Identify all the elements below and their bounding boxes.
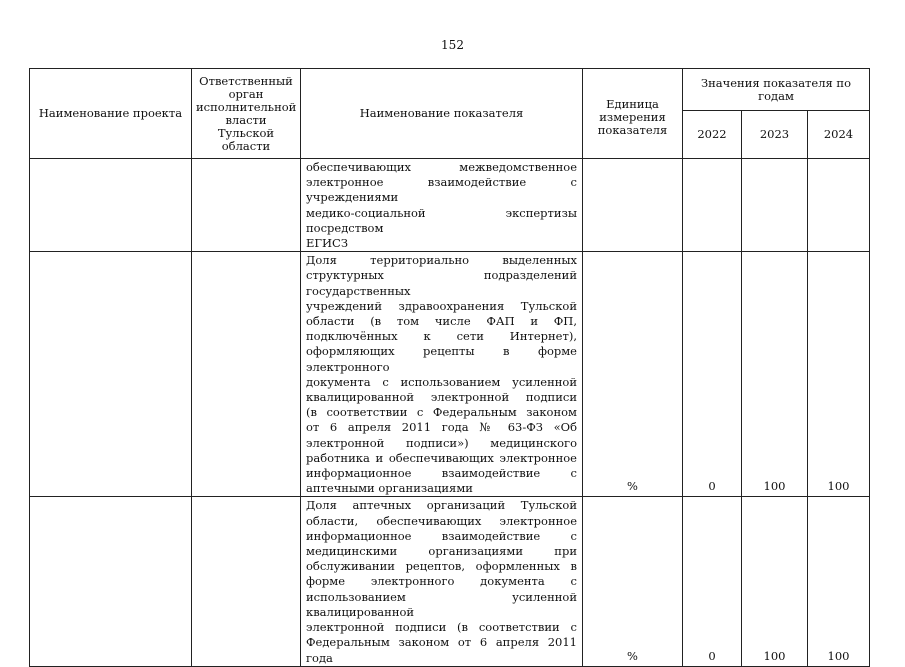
cell-indicator xyxy=(301,159,583,252)
cell-unit: % xyxy=(583,252,683,497)
cell-value-2023: 100 xyxy=(742,252,808,497)
cell-project xyxy=(30,159,192,252)
indicator-line: информационное взаимодействие с xyxy=(306,466,577,481)
indicator-line: работника и обеспечивающих электронное xyxy=(306,450,577,465)
indicator-line: подключённых к сети Интернет), xyxy=(306,329,577,344)
indicator-line: ЕГИСЗ xyxy=(306,236,349,251)
table-row xyxy=(30,252,870,497)
cell-responsible xyxy=(192,497,301,666)
cell-value-2023: 100 xyxy=(742,497,808,666)
header-values-by-year: Значения показателя по годам xyxy=(683,69,870,111)
indicator-line: от 6 апреля 2011 года № 63-ФЗ «Об xyxy=(306,420,577,435)
header-indicator-name: Наименование показателя xyxy=(301,69,583,159)
header-project-name: Наименование проекта xyxy=(30,69,192,159)
cell-value-2022: 0 xyxy=(683,497,742,666)
indicator-line: медико-социальной экспертизы посредством xyxy=(306,205,577,235)
header-unit: Единица измерения показателя xyxy=(583,69,683,159)
page-number: 152 xyxy=(441,38,464,52)
indicator-line: документа с использованием усиленной xyxy=(306,374,577,389)
indicator-line: информационное взаимодействие с xyxy=(306,528,577,543)
indicator-line: форме электронного документа с xyxy=(306,574,577,589)
indicator-line: Федеральным законом от 6 апреля 2011 года xyxy=(306,635,577,665)
cell-project xyxy=(30,252,192,497)
cell-responsible xyxy=(192,252,301,497)
cell-value-2024: 100 xyxy=(808,497,870,666)
cell-unit xyxy=(583,159,683,252)
indicator-line: обслуживании рецептов, оформленных в xyxy=(306,559,577,574)
cell-indicator xyxy=(301,252,583,497)
cell-responsible xyxy=(192,159,301,252)
table-row xyxy=(30,159,870,252)
cell-value-2023 xyxy=(742,159,808,252)
indicator-line: области (в том числе ФАП и ФП, xyxy=(306,314,577,329)
header-year-2024: 2024 xyxy=(808,111,870,159)
indicator-line: электронной подписи (в соответствии с xyxy=(306,620,577,635)
header-year-2023: 2023 xyxy=(742,111,808,159)
indicator-line: структурных подразделений государственных xyxy=(306,268,577,298)
cell-project xyxy=(30,497,192,666)
indicator-line: учреждений здравоохранения Тульской xyxy=(306,298,577,313)
header-responsible: Ответственный орган исполнительной власти Тульской области xyxy=(192,69,301,159)
indicator-line: Доля аптечных организаций Тульской xyxy=(306,498,577,513)
cell-value-2024: 100 xyxy=(808,252,870,497)
indicator-line: медицинскими организациями при xyxy=(306,544,577,559)
indicator-line: использованием усиленной квалицированной xyxy=(306,589,577,619)
indicator-line: квалицированной электронной подписи xyxy=(306,390,577,405)
cell-unit: % xyxy=(583,497,683,666)
cell-indicator xyxy=(301,497,583,666)
header-year-2022: 2022 xyxy=(683,111,742,159)
indicator-line: электронное взаимодействие с учреждениями xyxy=(306,175,577,205)
indicator-line: обеспечивающих межведомственное xyxy=(306,160,577,174)
indicator-line: аптечными организациями xyxy=(306,481,473,496)
cell-value-2024 xyxy=(808,159,870,252)
indicator-line: области, обеспечивающих электронное xyxy=(306,513,577,528)
indicator-line: Доля территориально выделенных xyxy=(306,253,577,268)
table-row xyxy=(30,497,870,666)
cell-value-2022 xyxy=(683,159,742,252)
indicator-line: (в соответствии с Федеральным законом xyxy=(306,405,577,420)
cell-value-2022: 0 xyxy=(683,252,742,497)
indicator-line: электронной подписи») медицинского xyxy=(306,435,577,450)
indicators-table xyxy=(29,68,870,667)
indicator-line: оформляющих рецепты в форме электронного xyxy=(306,344,577,374)
